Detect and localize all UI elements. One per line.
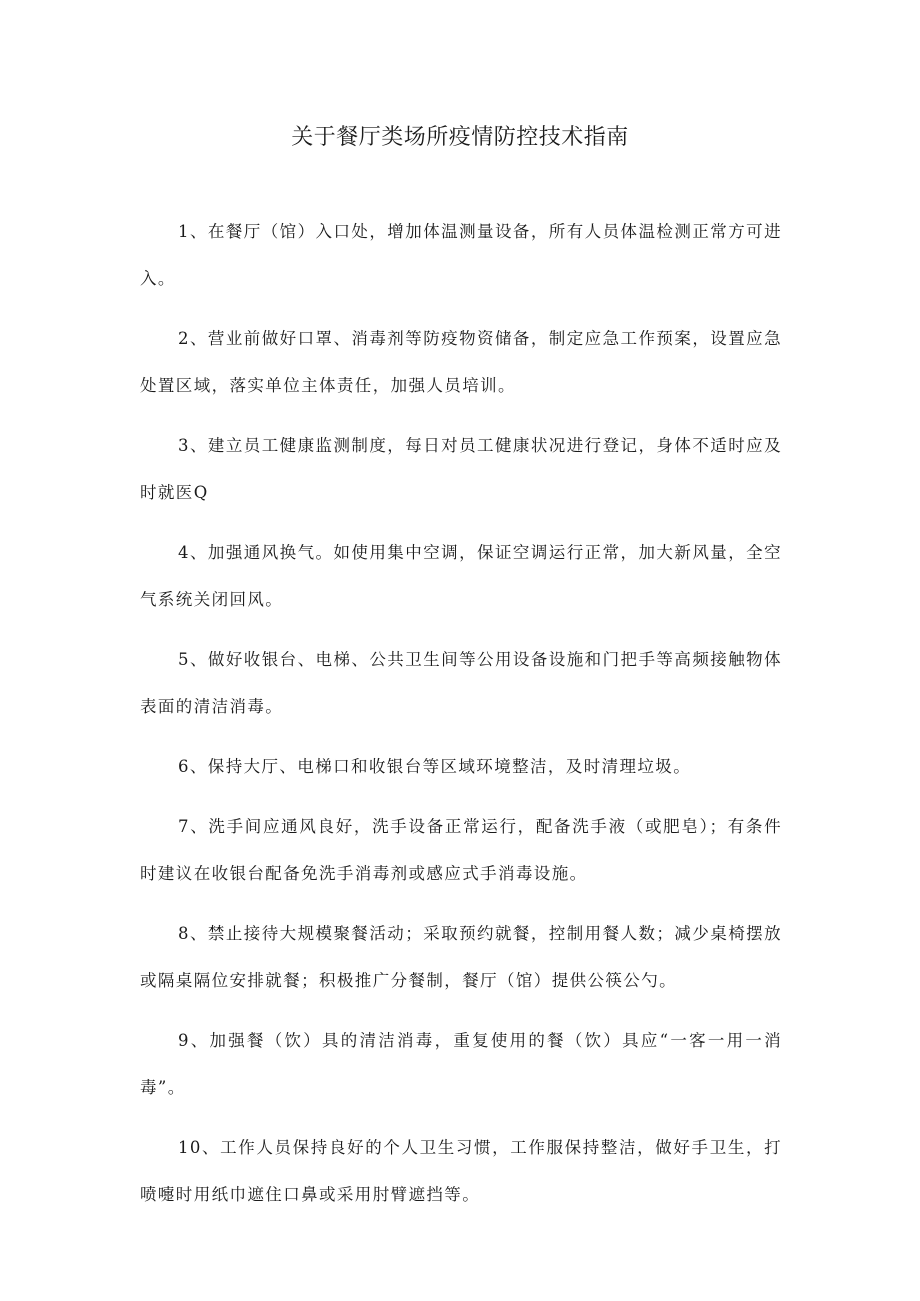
paragraph-7: 7、洗手间应通风良好，洗手设备正常运行，配备洗手液（或肥皂）；有条件时建议在收银台配备免洗手消毒剂或感应式手消毒设施。 [140,817,782,883]
document-title: 关于餐厅类场所疫情防控技术指南 [291,125,629,150]
document-body [140,208,782,1231]
paragraph-1: 1、在餐厅（馆）入口处，增加体温测量设备，所有人员体温检测正常方可进入。 [140,222,782,288]
paragraph-10: 10、工作人员保持良好的个人卫生习惯，工作服保持整洁，做好手卫生，打喷嚏时用纸巾遮住口鼻或采用肘臂遮挡等。 [140,1138,782,1204]
paragraph-5: 5、做好收银台、电梯、公共卫生间等公用设备设施和门把手等高频接触物体表面的清洁消毒。 [140,650,782,716]
paragraph-8: 8、禁止接待大规模聚餐活动；采取预约就餐，控制用餐人数；减少桌椅摆放或隔桌隔位安排就餐；积极推广分餐制，餐厅（馆）提供公筷公勺。 [140,924,782,990]
paragraph-9: 9、加强餐（饮）具的清洁消毒，重复使用的餐（饮）具应“一客一用一消毒”。 [140,1031,782,1097]
paragraph-4: 4、加强通风换气。如使用集中空调，保证空调运行正常，加大新风量，全空气系统关闭回风。 [140,543,782,609]
paragraph-6: 6、保持大厅、电梯口和收银台等区域环境整洁，及时清理垃圾。 [178,757,692,776]
paragraph-2: 2、营业前做好口罩、消毒剂等防疫物资储备，制定应急工作预案，设置应急处置区域，落实单位主体责任，加强人员培训。 [140,329,782,395]
paragraph-3: 3、建立员工健康监测制度，每日对员工健康状况进行登记，身体不适时应及时就医Q [140,436,782,502]
